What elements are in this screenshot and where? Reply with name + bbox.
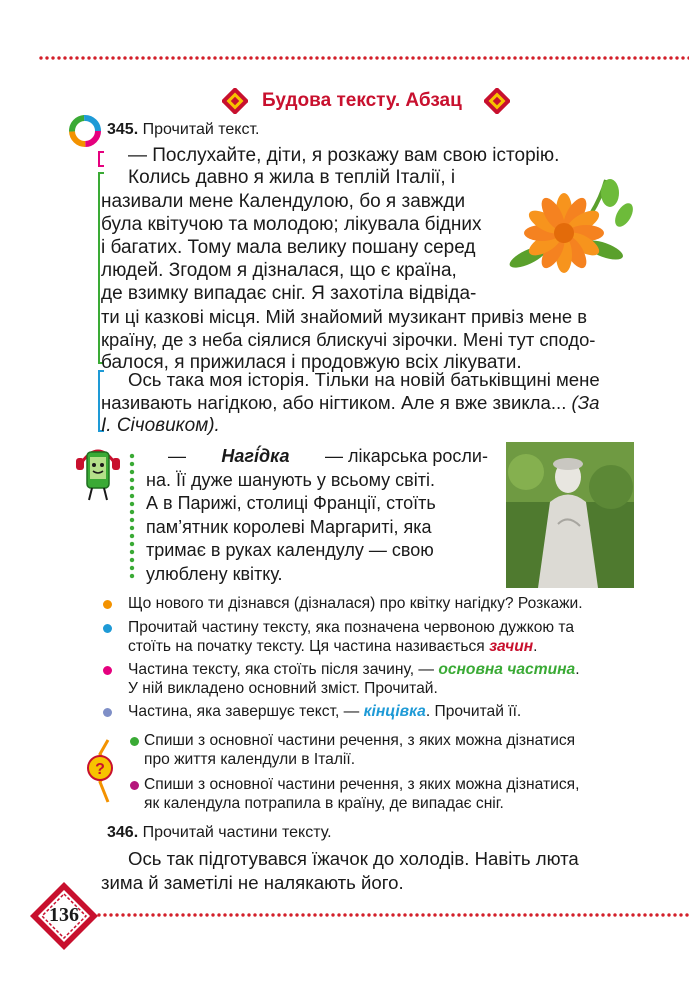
text-line: Ось так підготувався їжачок до холодів. Навіть люта (128, 848, 579, 869)
task-346-header (107, 824, 332, 842)
term-ending: кінцівка (363, 703, 426, 720)
bottom-border (96, 912, 689, 918)
text-line: людей. Згодом я дізналася, що є країна, (101, 260, 457, 281)
text-line-part: називають нагідкою, або нігтиком. Але я вже звикла... (101, 392, 567, 413)
statue-photo (506, 442, 634, 588)
question-3-line-b: У ній викладено основний зміст. Прочитай. (128, 680, 438, 697)
note-line: тримає в руках календулу — свою (146, 540, 434, 561)
top-border (38, 55, 689, 61)
note-line1-rest: — лікарська росли- (324, 446, 488, 466)
author-name: І. Січовиком). (101, 415, 220, 436)
question-3-line-a (128, 660, 580, 679)
question-2-text: стоїть на початку тексту. Ця частина називається (128, 638, 485, 655)
calendula-flower-icon (506, 175, 636, 280)
note-word: Нагі́дка (221, 446, 290, 466)
bullet-green (130, 737, 139, 746)
question-3-text: Частина тексту, яка стоїть після зачину, — (128, 661, 434, 678)
bullet-blue (103, 624, 112, 633)
bullet-lavender (103, 708, 112, 717)
task-346-number: 346. (107, 824, 139, 841)
text-line: зима й заметілі не налякають його. (101, 872, 404, 893)
note-line: на. Її дуже шанують у всьому світі. (146, 469, 435, 490)
task-346-instruction: Прочитай частини тексту. (142, 824, 332, 841)
text-line: називали мене Календулою, бо я завжди (101, 191, 466, 212)
note-paragraph (146, 445, 488, 587)
question-icon (84, 738, 124, 804)
task-345-instruction: Прочитай текст. (142, 121, 260, 138)
question-2-end: . (533, 638, 538, 655)
ornament-right-icon (484, 88, 510, 114)
text-line: Колись давно я жила в теплій Італії, і (128, 167, 456, 188)
text-line: і багатих. Тому мала велику пошану серед (101, 237, 476, 258)
bullet-orange (103, 600, 112, 609)
question-4-text: Частина, яка завершує текст, — (128, 703, 360, 720)
note-dotted-bar (128, 452, 136, 580)
author-prefix: (За (571, 392, 600, 413)
term-zachyn: зачин (489, 638, 534, 655)
page-title: Будова тексту. Абзац (262, 90, 462, 111)
rings-icon (68, 114, 102, 148)
svg-text:?: ? (95, 761, 105, 778)
question-3-end: . (575, 661, 580, 678)
bullet-purple (130, 781, 139, 790)
note-line: улюблену квітку. (146, 563, 283, 584)
choice-2-line-b: як календула потрапила в країну, де випадає сніг. (144, 795, 504, 812)
note-line: А в Парижі, столиці Франції, стоїть (146, 493, 436, 514)
text-line: балося, я прижилася і продовжую всіх лікувати. (101, 352, 522, 373)
note-dash: — (168, 446, 186, 466)
task-345-header (107, 121, 259, 139)
task-345-number: 345. (107, 121, 139, 138)
choice-1-line-a: Спиши з основної частини речення, з яких можна дізнатися (144, 732, 576, 749)
text-line: ти ці казкові місця. Мій знайомий музикант привіз мене в (101, 306, 588, 327)
page-number: 136 (49, 904, 79, 926)
text-line: Ось така моя історія. Тільки на новій батьківщині мене (128, 369, 600, 390)
note-line (146, 445, 488, 469)
text-line (101, 392, 600, 414)
text-line: де взимку випадає сніг. Я захотіла відвіда- (101, 283, 477, 304)
bullet-magenta (103, 666, 112, 675)
note-line: пам’ятник королеві Маргариті, яка (146, 516, 432, 537)
term-main-part: основна частина (438, 661, 576, 678)
phone-character-icon (72, 440, 124, 504)
choice-1-line-b: про життя календули в Італії. (144, 751, 356, 768)
question-2-line-b (128, 637, 538, 656)
ornament-left-icon (222, 88, 248, 114)
text-line: — Послухайте, діти, я розкажу вам свою історію. (128, 145, 560, 166)
question-4 (128, 702, 521, 721)
text-line: була квітучою та молодою; лікувала бідних (101, 214, 482, 235)
question-4-end: . Прочитай її. (425, 703, 522, 720)
question-1: Що нового ти дізнався (дізналася) про квітку нагідку? Розкажи. (128, 595, 583, 612)
text-line: країну, де з неба сіялися блискучі зірочки. Мені тут сподо- (101, 329, 596, 350)
question-2-line-a: Прочитай частину тексту, яка позначена червоною дужкою та (128, 619, 575, 636)
red-bracket (98, 151, 104, 167)
choice-2-line-a: Спиши з основної частини речення, з яких можна дізнатися, (144, 776, 580, 793)
section-title (222, 88, 522, 118)
